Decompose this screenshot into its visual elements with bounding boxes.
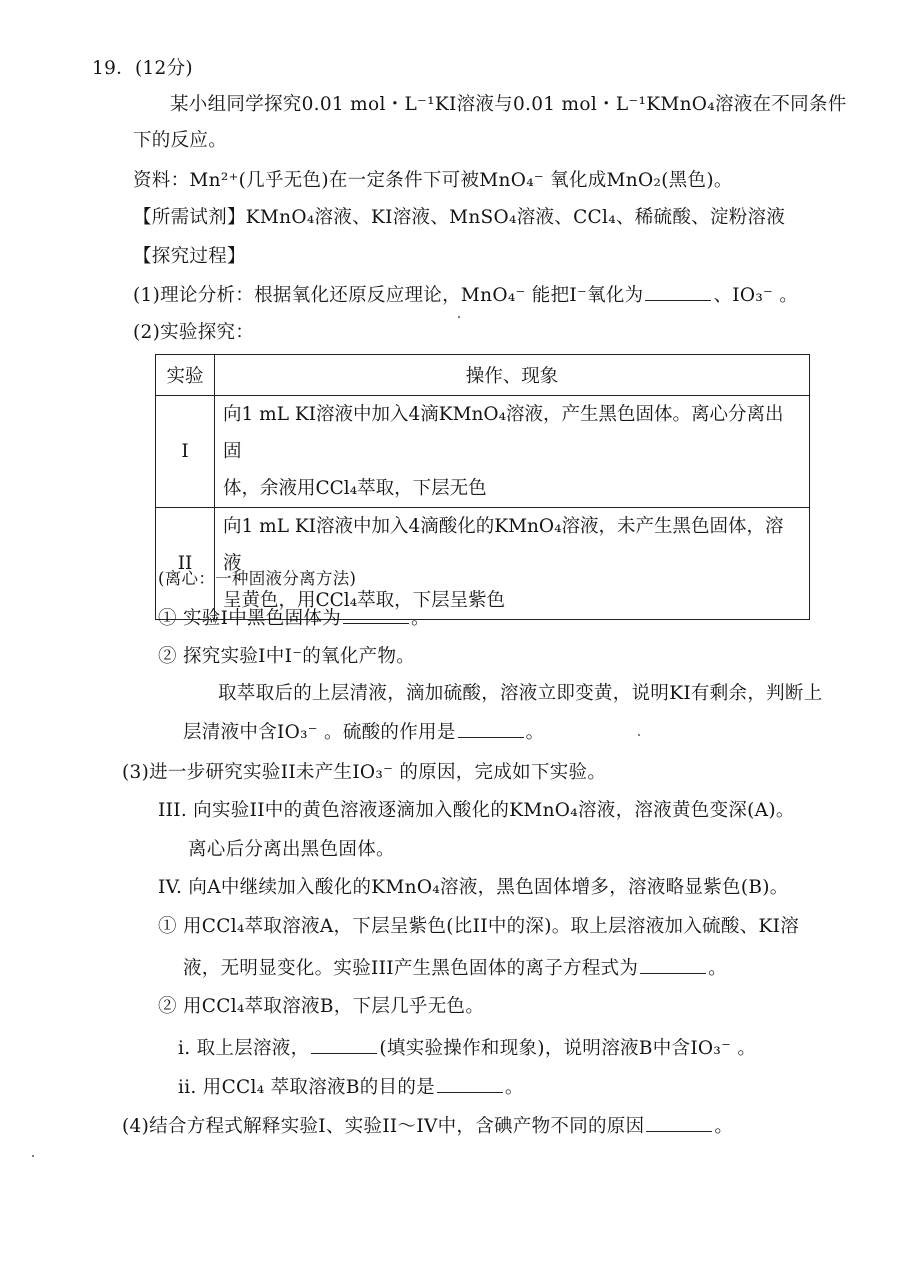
part-3-1-line-1: ① 用CCl₄萃取溶液A，下层呈紫色(比II中的深)。取上层溶液加入硫酸、KI溶: [158, 916, 800, 937]
answer-blank-6[interactable]: [437, 1074, 503, 1093]
scan-speck: [32, 1155, 34, 1157]
answer-blank-5[interactable]: [311, 1035, 377, 1054]
intro-line-1: 某小组同学探究0.01 mol・L⁻¹KI溶液与0.01 mol・L⁻¹KMnO₄溶液在不同条件: [170, 94, 847, 115]
part-4-text: (4)结合方程式解释实验I、实验II～IV中，含碘产物不同的原因: [122, 1116, 645, 1137]
answer-blank-4[interactable]: [640, 955, 706, 974]
row-description: [215, 396, 810, 508]
row-id: II: [156, 508, 215, 620]
table-header-col1: 实验: [156, 355, 215, 396]
part-3-1-text: 液，无明显变化。实验III产生黑色固体的离子方程式为: [183, 958, 639, 979]
part-4-end: 。: [714, 1116, 734, 1137]
scan-speck: [458, 316, 460, 318]
answer-blank-3[interactable]: [458, 719, 524, 738]
part-1-text-end: 、IO₃⁻ 。: [713, 285, 799, 306]
part-3-2-i-end: (填实验操作和现象)，说明溶液B中含IO₃⁻ 。: [379, 1038, 757, 1059]
part-3-1-line-2: [183, 955, 727, 982]
experiment-IV: IV. 向A中继续加入酸化的KMnO₄溶液，黑色固体增多，溶液略显紫色(B)。: [158, 877, 789, 898]
table-row: [156, 396, 810, 508]
part-2-2: ② 探究实验I中I⁻的氧化产物。: [158, 646, 416, 667]
part-2-2-text-2: [183, 719, 544, 746]
part-2-2-text-1: 取萃取后的上层清液，滴加硫酸，溶液立即变黄，说明KI有剩余，判断上: [218, 683, 823, 704]
answer-blank-1[interactable]: [645, 282, 711, 301]
part-2-2-end: 。: [525, 722, 545, 743]
part-1-question: [133, 282, 798, 309]
table-header-col2: 操作、现象: [215, 355, 810, 396]
part-2-1-text: ① 实验I中黑色固体为: [158, 608, 341, 629]
part-2-title: (2)实验探究：: [133, 322, 255, 343]
table-row: [156, 508, 810, 620]
part-3-2-ii-end: 。: [504, 1077, 524, 1098]
row-description: [215, 508, 810, 620]
part-3-1-end: 。: [708, 958, 728, 979]
centrifuge-note: (离心：一种固液分离方法): [158, 569, 357, 588]
part-1-text: (1)理论分析：根据氧化还原反应理论，MnO₄⁻ 能把I⁻氧化为: [133, 285, 644, 306]
row-line: 向1 mL KI溶液中加入4滴酸化的KMnO₄溶液，未产生黑色固体，溶液: [223, 516, 784, 574]
answer-blank-7[interactable]: [646, 1113, 712, 1132]
row-line: 体，余液用CCl₄萃取，下层无色: [223, 478, 487, 499]
part-3-2: ② 用CCl₄萃取溶液B，下层几乎无色。: [158, 996, 485, 1017]
material-note: 资料：Mn²⁺(几乎无色)在一定条件下可被MnO₄⁻ 氧化成MnO₂(黑色)。: [133, 170, 733, 191]
row-line: 呈黄色，用CCl₄萃取，下层呈紫色: [223, 590, 506, 611]
part-2-2-text: 层清液中含IO₃⁻ 。硫酸的作用是: [183, 722, 456, 743]
intro-line-2: 下的反应。: [133, 130, 228, 151]
row-line: 向1 mL KI溶液中加入4滴KMnO₄溶液，产生黑色固体。离心分离出固: [223, 404, 784, 462]
part-3-2-ii-text: ii. 用CCl₄ 萃取溶液B的目的是: [178, 1077, 435, 1098]
experiment-III-line-1: III. 向实验II中的黄色溶液逐滴加入酸化的KMnO₄溶液，溶液黄色变深(A)。: [158, 800, 795, 821]
part-2-1-end: 。: [411, 608, 430, 629]
process-title: 【探究过程】: [133, 246, 246, 267]
row-id: I: [156, 396, 215, 508]
part-3-title: (3)进一步研究实验II未产生IO₃⁻ 的原因，完成如下实验。: [122, 762, 607, 783]
reagents-list: 【所需试剂】KMnO₄溶液、KI溶液、MnSO₄溶液、CCl₄、稀硫酸、淀粉溶液: [133, 207, 786, 228]
part-4: [122, 1113, 733, 1140]
part-2-1: [158, 605, 430, 632]
question-number: 19．(12分): [92, 58, 193, 79]
experiment-III-line-2: 离心后分离出黑色固体。: [188, 839, 395, 860]
part-3-2-i: [178, 1035, 756, 1062]
part-3-2-i-text: i. 取上层溶液，: [178, 1038, 310, 1059]
part-3-2-ii: [178, 1074, 524, 1101]
answer-blank-2[interactable]: [343, 605, 409, 624]
scan-speck: [638, 734, 640, 736]
